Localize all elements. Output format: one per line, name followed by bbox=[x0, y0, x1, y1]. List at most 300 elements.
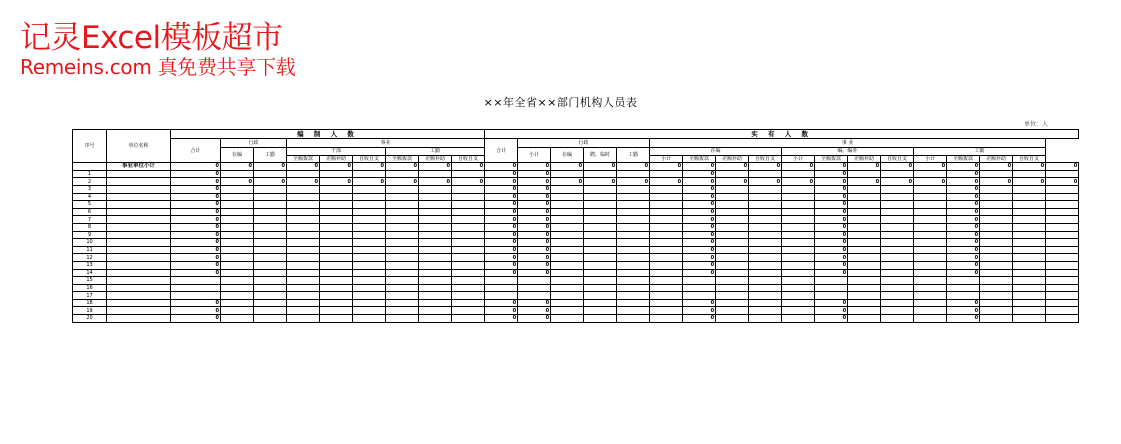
header-xingzheng-b: 行政 bbox=[518, 139, 650, 148]
cell-value: 0 bbox=[914, 163, 947, 171]
cell-value: 0 bbox=[980, 178, 1013, 186]
cell-value bbox=[980, 299, 1013, 307]
cell-value bbox=[551, 261, 584, 269]
cell-value bbox=[980, 277, 1013, 285]
cell-value bbox=[419, 299, 452, 307]
cell-value bbox=[881, 261, 914, 269]
cell-value bbox=[782, 315, 815, 323]
cell-value bbox=[749, 277, 782, 285]
cell-value bbox=[1013, 208, 1046, 216]
cell-value bbox=[518, 292, 551, 300]
cell-value bbox=[914, 231, 947, 239]
cell-value bbox=[848, 292, 881, 300]
cell-value: 0 bbox=[171, 254, 221, 262]
cell-value bbox=[320, 208, 353, 216]
cell-value bbox=[914, 185, 947, 193]
cell-value: 0 bbox=[683, 269, 716, 277]
cell-value: 0 bbox=[353, 163, 386, 171]
cell-value: 0 bbox=[171, 269, 221, 277]
cell-value bbox=[254, 239, 287, 247]
cell-value bbox=[452, 239, 485, 247]
cell-value: 0 bbox=[815, 185, 848, 193]
cell-value bbox=[881, 239, 914, 247]
header-zaibian-b: 在编 bbox=[551, 148, 584, 163]
cell-value bbox=[716, 292, 749, 300]
cell-value: 0 bbox=[518, 201, 551, 209]
row-number: 13 bbox=[73, 261, 107, 269]
cell-value bbox=[287, 261, 320, 269]
cell-value bbox=[749, 269, 782, 277]
cell-value: 0 bbox=[815, 231, 848, 239]
cell-value bbox=[617, 239, 650, 247]
cell-value bbox=[683, 284, 716, 292]
row-name bbox=[107, 299, 171, 307]
cell-value: 0 bbox=[518, 208, 551, 216]
cell-value bbox=[320, 292, 353, 300]
table-row bbox=[73, 246, 1079, 254]
cell-value bbox=[254, 223, 287, 231]
cell-value bbox=[287, 185, 320, 193]
cell-value bbox=[1046, 239, 1079, 247]
header-quane-b3: 全额拨款 bbox=[947, 155, 980, 163]
cell-value bbox=[650, 201, 683, 209]
cell-value bbox=[1046, 299, 1079, 307]
cell-value: 0 bbox=[320, 163, 353, 171]
cell-value bbox=[419, 284, 452, 292]
cell-value bbox=[551, 216, 584, 224]
cell-value: 0 bbox=[287, 163, 320, 171]
cell-value bbox=[1046, 284, 1079, 292]
cell-value bbox=[1013, 292, 1046, 300]
cell-value bbox=[683, 292, 716, 300]
cell-value bbox=[848, 254, 881, 262]
cell-value bbox=[716, 284, 749, 292]
cell-value bbox=[1013, 269, 1046, 277]
cell-value: 0 bbox=[1013, 163, 1046, 171]
cell-value bbox=[419, 292, 452, 300]
header-zishou-a2: 自收自支 bbox=[452, 155, 485, 163]
cell-value bbox=[749, 208, 782, 216]
cell-value bbox=[287, 193, 320, 201]
cell-value bbox=[353, 193, 386, 201]
row-name bbox=[107, 269, 171, 277]
cell-value bbox=[254, 254, 287, 262]
cell-value bbox=[584, 208, 617, 216]
cell-value: 0 bbox=[287, 178, 320, 186]
cell-value bbox=[848, 185, 881, 193]
header-gongqin-a: 工勤 bbox=[254, 148, 287, 163]
cell-value bbox=[320, 299, 353, 307]
cell-value bbox=[914, 269, 947, 277]
header-chae-b2: 差额补助 bbox=[848, 155, 881, 163]
cell-value bbox=[171, 284, 221, 292]
cell-value: 0 bbox=[683, 223, 716, 231]
row-name bbox=[107, 185, 171, 193]
header-seq: 序号 bbox=[73, 130, 107, 163]
cell-value bbox=[452, 299, 485, 307]
cell-value bbox=[749, 201, 782, 209]
cell-value bbox=[914, 246, 947, 254]
cell-value: 0 bbox=[947, 254, 980, 262]
table-row bbox=[73, 170, 1079, 178]
cell-value bbox=[287, 254, 320, 262]
cell-value bbox=[848, 239, 881, 247]
cell-value bbox=[980, 315, 1013, 323]
cell-value bbox=[171, 292, 221, 300]
cell-value bbox=[584, 231, 617, 239]
cell-value bbox=[914, 261, 947, 269]
cell-value bbox=[716, 231, 749, 239]
cell-value bbox=[353, 223, 386, 231]
cell-value bbox=[452, 185, 485, 193]
cell-value: 0 bbox=[518, 185, 551, 193]
cell-value bbox=[353, 170, 386, 178]
cell-value bbox=[749, 216, 782, 224]
header-zishou-a1: 自收自支 bbox=[353, 155, 386, 163]
cell-value bbox=[353, 185, 386, 193]
cell-value: 0 bbox=[683, 239, 716, 247]
cell-value: 0 bbox=[221, 163, 254, 171]
cell-value bbox=[485, 284, 518, 292]
cell-value bbox=[419, 193, 452, 201]
cell-value: 0 bbox=[485, 178, 518, 186]
cell-value: 0 bbox=[485, 201, 518, 209]
cell-value: 0 bbox=[1046, 178, 1079, 186]
cell-value bbox=[947, 277, 980, 285]
cell-value bbox=[452, 261, 485, 269]
cell-value: 0 bbox=[848, 163, 881, 171]
cell-value bbox=[1013, 246, 1046, 254]
table-row bbox=[73, 277, 1079, 285]
cell-value bbox=[881, 315, 914, 323]
row-number: 9 bbox=[73, 231, 107, 239]
cell-value bbox=[551, 193, 584, 201]
cell-value bbox=[320, 246, 353, 254]
cell-value bbox=[881, 185, 914, 193]
cell-value bbox=[980, 208, 1013, 216]
cell-value bbox=[617, 216, 650, 224]
cell-value bbox=[1046, 193, 1079, 201]
row-name bbox=[107, 307, 171, 315]
cell-value: 0 bbox=[947, 185, 980, 193]
cell-value: 0 bbox=[749, 178, 782, 186]
cell-value: 0 bbox=[171, 307, 221, 315]
cell-value: 0 bbox=[881, 178, 914, 186]
cell-value: 0 bbox=[815, 216, 848, 224]
cell-value bbox=[716, 299, 749, 307]
header-shiyou: 实 有 人 数 bbox=[485, 130, 1079, 139]
cell-value bbox=[716, 185, 749, 193]
cell-value: 0 bbox=[485, 208, 518, 216]
cell-value: 0 bbox=[485, 223, 518, 231]
cell-value bbox=[1046, 208, 1079, 216]
cell-value: 0 bbox=[254, 163, 287, 171]
cell-value bbox=[320, 201, 353, 209]
cell-value bbox=[980, 254, 1013, 262]
row-name bbox=[107, 178, 171, 186]
header-chae-a2: 差额补助 bbox=[419, 155, 452, 163]
cell-value bbox=[749, 299, 782, 307]
cell-value: 0 bbox=[518, 163, 551, 171]
cell-value: 0 bbox=[749, 163, 782, 171]
cell-value: 0 bbox=[171, 193, 221, 201]
cell-value bbox=[452, 269, 485, 277]
cell-value bbox=[353, 307, 386, 315]
cell-value bbox=[584, 216, 617, 224]
table-row bbox=[73, 223, 1079, 231]
cell-value: 0 bbox=[683, 216, 716, 224]
cell-value: 0 bbox=[452, 163, 485, 171]
header-pin-b: 聘、临时 bbox=[584, 148, 617, 163]
cell-value: 0 bbox=[353, 178, 386, 186]
table-row bbox=[73, 307, 1079, 315]
cell-value bbox=[320, 277, 353, 285]
row-name bbox=[107, 231, 171, 239]
cell-value bbox=[584, 223, 617, 231]
cell-value bbox=[617, 208, 650, 216]
cell-value bbox=[287, 269, 320, 277]
row-name bbox=[107, 201, 171, 209]
cell-value bbox=[320, 261, 353, 269]
cell-value bbox=[353, 208, 386, 216]
cell-value bbox=[584, 284, 617, 292]
cell-value bbox=[782, 269, 815, 277]
cell-value: 0 bbox=[584, 163, 617, 171]
header-total-a: 合计 bbox=[171, 139, 221, 163]
cell-value bbox=[914, 284, 947, 292]
cell-value bbox=[419, 185, 452, 193]
cell-value bbox=[650, 246, 683, 254]
cell-value bbox=[551, 284, 584, 292]
cell-value bbox=[749, 307, 782, 315]
cell-value bbox=[881, 284, 914, 292]
cell-value bbox=[221, 193, 254, 201]
cell-value bbox=[914, 170, 947, 178]
cell-value bbox=[914, 201, 947, 209]
cell-value bbox=[848, 315, 881, 323]
cell-value bbox=[584, 292, 617, 300]
cell-value bbox=[551, 299, 584, 307]
cell-value bbox=[254, 315, 287, 323]
cell-value: 0 bbox=[1013, 178, 1046, 186]
row-number: 2 bbox=[73, 178, 107, 186]
cell-value bbox=[386, 315, 419, 323]
row-number: 16 bbox=[73, 284, 107, 292]
header-zishou-b1: 自收自支 bbox=[749, 155, 782, 163]
table-row bbox=[73, 315, 1079, 323]
cell-value bbox=[419, 216, 452, 224]
cell-value: 0 bbox=[518, 261, 551, 269]
cell-value: 0 bbox=[683, 315, 716, 323]
cell-value bbox=[617, 201, 650, 209]
cell-value: 0 bbox=[485, 307, 518, 315]
cell-value bbox=[452, 170, 485, 178]
cell-value: 0 bbox=[815, 269, 848, 277]
cell-value bbox=[881, 292, 914, 300]
cell-value bbox=[485, 277, 518, 285]
cell-value: 0 bbox=[518, 239, 551, 247]
cell-value bbox=[617, 231, 650, 239]
header-quane-a2: 全额拨款 bbox=[386, 155, 419, 163]
header-zaibian-a: 在编 bbox=[221, 148, 254, 163]
header-subtotal-b: 小计 bbox=[518, 148, 551, 163]
header-quane-b1: 全额拨款 bbox=[683, 155, 716, 163]
row-name bbox=[107, 216, 171, 224]
cell-value bbox=[650, 193, 683, 201]
cell-value: 0 bbox=[683, 307, 716, 315]
cell-value: 0 bbox=[171, 178, 221, 186]
cell-value bbox=[386, 216, 419, 224]
cell-value bbox=[1046, 201, 1079, 209]
cell-value bbox=[419, 261, 452, 269]
cell-value bbox=[617, 193, 650, 201]
cell-value bbox=[1046, 185, 1079, 193]
cell-value bbox=[452, 246, 485, 254]
cell-value bbox=[749, 185, 782, 193]
cell-value bbox=[551, 223, 584, 231]
cell-value bbox=[221, 261, 254, 269]
cell-value bbox=[1046, 269, 1079, 277]
cell-value bbox=[749, 284, 782, 292]
cell-value bbox=[221, 277, 254, 285]
cell-value: 0 bbox=[815, 223, 848, 231]
cell-value bbox=[584, 307, 617, 315]
cell-value bbox=[386, 208, 419, 216]
cell-value bbox=[221, 185, 254, 193]
cell-value: 0 bbox=[518, 216, 551, 224]
cell-value bbox=[617, 170, 650, 178]
cell-value bbox=[1013, 193, 1046, 201]
cell-value bbox=[254, 246, 287, 254]
cell-value bbox=[287, 231, 320, 239]
cell-value bbox=[716, 254, 749, 262]
header-shiye-b: 事 业 bbox=[650, 139, 1046, 148]
cell-value bbox=[914, 315, 947, 323]
cell-value bbox=[386, 201, 419, 209]
cell-value bbox=[320, 254, 353, 262]
cell-value: 0 bbox=[551, 178, 584, 186]
cell-value bbox=[782, 299, 815, 307]
cell-value bbox=[782, 246, 815, 254]
table-row bbox=[73, 185, 1079, 193]
cell-value bbox=[353, 315, 386, 323]
cell-value bbox=[1046, 170, 1079, 178]
cell-value bbox=[320, 269, 353, 277]
cell-value: 0 bbox=[815, 299, 848, 307]
cell-value bbox=[650, 292, 683, 300]
cell-value bbox=[254, 185, 287, 193]
cell-value bbox=[452, 216, 485, 224]
table-row bbox=[73, 231, 1079, 239]
cell-value bbox=[386, 299, 419, 307]
row-number: 6 bbox=[73, 208, 107, 216]
cell-value bbox=[650, 170, 683, 178]
cell-value bbox=[551, 246, 584, 254]
cell-value bbox=[221, 223, 254, 231]
cell-value: 0 bbox=[947, 315, 980, 323]
cell-value: 0 bbox=[171, 246, 221, 254]
cell-value bbox=[980, 193, 1013, 201]
cell-value bbox=[782, 170, 815, 178]
cell-value bbox=[914, 292, 947, 300]
cell-value bbox=[782, 239, 815, 247]
cell-value bbox=[881, 254, 914, 262]
cell-value: 0 bbox=[485, 163, 518, 171]
cell-value bbox=[386, 231, 419, 239]
cell-value bbox=[881, 216, 914, 224]
header-shiye-a: 事业 bbox=[287, 139, 485, 148]
cell-value bbox=[320, 170, 353, 178]
cell-value bbox=[221, 208, 254, 216]
cell-value bbox=[617, 299, 650, 307]
cell-value: 0 bbox=[683, 185, 716, 193]
cell-value: 0 bbox=[782, 163, 815, 171]
cell-value bbox=[947, 284, 980, 292]
cell-value bbox=[914, 193, 947, 201]
cell-value bbox=[254, 292, 287, 300]
cell-value bbox=[980, 185, 1013, 193]
cell-value bbox=[551, 277, 584, 285]
cell-value bbox=[353, 284, 386, 292]
cell-value: 0 bbox=[518, 299, 551, 307]
cell-value bbox=[617, 254, 650, 262]
cell-value bbox=[848, 269, 881, 277]
cell-value bbox=[287, 277, 320, 285]
cell-value bbox=[353, 277, 386, 285]
cell-value bbox=[881, 269, 914, 277]
cell-value bbox=[980, 170, 1013, 178]
table-row bbox=[73, 292, 1079, 300]
cell-value bbox=[980, 292, 1013, 300]
cell-value bbox=[452, 231, 485, 239]
cell-value bbox=[650, 254, 683, 262]
cell-value bbox=[1013, 185, 1046, 193]
row-name bbox=[107, 223, 171, 231]
cell-value bbox=[254, 201, 287, 209]
cell-value: 0 bbox=[815, 307, 848, 315]
cell-value bbox=[881, 170, 914, 178]
cell-value bbox=[584, 299, 617, 307]
cell-value bbox=[320, 193, 353, 201]
cell-value: 0 bbox=[171, 185, 221, 193]
cell-value bbox=[782, 208, 815, 216]
cell-value bbox=[650, 185, 683, 193]
cell-value bbox=[881, 201, 914, 209]
header-total-b: 合计 bbox=[485, 139, 518, 163]
cell-value bbox=[980, 269, 1013, 277]
cell-value bbox=[848, 261, 881, 269]
cell-value bbox=[386, 284, 419, 292]
header-gongqin-b: 工勤 bbox=[617, 148, 650, 163]
cell-value bbox=[881, 208, 914, 216]
cell-value: 0 bbox=[716, 163, 749, 171]
cell-value bbox=[452, 254, 485, 262]
cell-value: 0 bbox=[518, 193, 551, 201]
cell-value bbox=[782, 185, 815, 193]
row-number: 14 bbox=[73, 269, 107, 277]
cell-value bbox=[881, 299, 914, 307]
cell-value bbox=[221, 254, 254, 262]
cell-value bbox=[320, 223, 353, 231]
cell-value bbox=[749, 292, 782, 300]
row-name bbox=[107, 208, 171, 216]
cell-value: 0 bbox=[171, 216, 221, 224]
cell-value: 0 bbox=[947, 239, 980, 247]
cell-value bbox=[716, 216, 749, 224]
cell-value bbox=[848, 170, 881, 178]
cell-value bbox=[980, 231, 1013, 239]
cell-value: 0 bbox=[947, 307, 980, 315]
